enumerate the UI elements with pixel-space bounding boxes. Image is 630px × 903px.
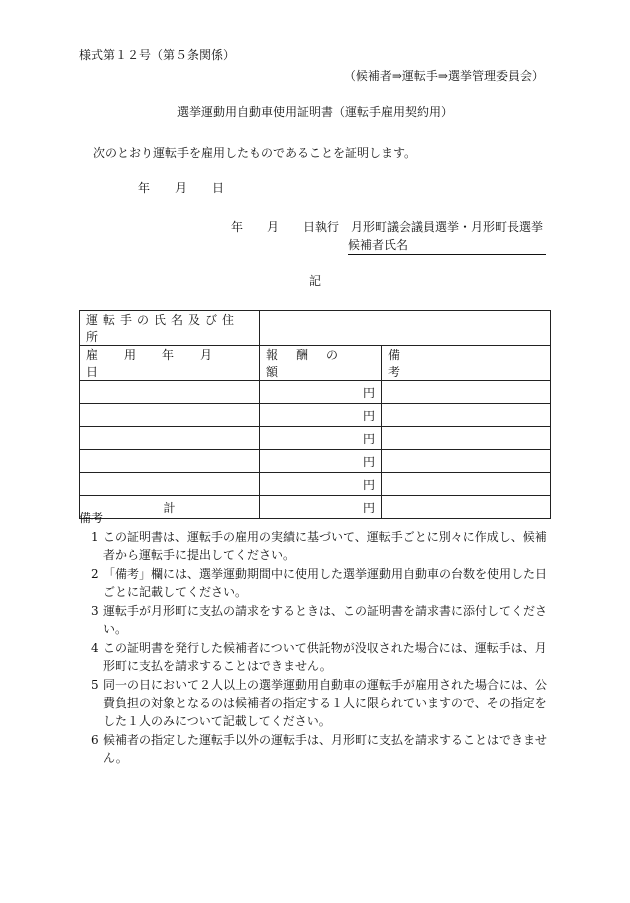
- date-day: 日: [212, 181, 225, 195]
- notes-heading: 備考: [79, 511, 104, 525]
- pay-cell[interactable]: 円: [260, 381, 382, 404]
- header-period: 雇用年月日: [80, 346, 260, 381]
- table-row: [80, 473, 551, 496]
- driver-label: 運転手の氏名及び住所: [80, 311, 260, 346]
- note-number: 4: [91, 641, 99, 655]
- pay-cell[interactable]: 円: [260, 427, 382, 450]
- total-pay-cell[interactable]: 円: [260, 496, 382, 519]
- form-number: 様式第１２号（第５条関係）: [79, 48, 236, 62]
- note-item: [79, 731, 551, 767]
- header-pay: 報酬の額: [260, 346, 382, 381]
- pay-cell[interactable]: 円: [260, 450, 382, 473]
- period-cell[interactable]: [80, 404, 260, 427]
- driver-input[interactable]: [260, 311, 551, 346]
- candidate-name-line: 候補者氏名: [348, 239, 546, 255]
- pay-cell[interactable]: 円: [260, 473, 382, 496]
- period-cell[interactable]: [80, 473, 260, 496]
- ki-heading: 記: [308, 274, 321, 288]
- header-remarks: 備考: [382, 346, 551, 381]
- date-year: 年: [138, 181, 151, 195]
- header-row: [80, 346, 551, 381]
- driver-pay-table: [79, 310, 551, 519]
- period-cell[interactable]: [80, 450, 260, 473]
- note-number: 5: [91, 678, 99, 692]
- note-text: 運転手が月形町に支払の請求をするときは、この証明書を請求書に添付してください。: [103, 604, 548, 636]
- table-row: [80, 381, 551, 404]
- intro-text: 次のとおり運転手を雇用したものであることを証明します。: [93, 146, 417, 160]
- note-item: [79, 639, 551, 675]
- period-cell[interactable]: [80, 381, 260, 404]
- note-number: 3: [91, 604, 99, 618]
- note-text: 候補者の指定した運転手以外の運転手は、月形町に支払を請求することはできません。: [103, 733, 548, 765]
- note-number: 6: [91, 733, 99, 747]
- table-row: [80, 427, 551, 450]
- pay-cell[interactable]: 円: [260, 404, 382, 427]
- date-line: [138, 182, 224, 194]
- period-cell[interactable]: [80, 427, 260, 450]
- note-text: この証明書を発行した候補者について供託物が没収された場合には、運転手は、月形町に支払を請求することはできません。: [103, 641, 547, 673]
- note-text: この証明書は、運転手の雇用の実績に基づいて、運転手ごとに別々に作成し、候補者から運転手に提出してください。: [103, 530, 547, 562]
- table-row: [80, 404, 551, 427]
- total-label: 計: [80, 496, 260, 519]
- remarks-cell[interactable]: [382, 404, 551, 427]
- routing-note: （候補者⇒運転手⇒選挙管理委員会）: [343, 69, 544, 83]
- note-item: [79, 528, 551, 564]
- note-text: 同一の日において２人以上の選挙運動用自動車の運転手が雇用された場合には、公費負担の対象となるのは候補者の指定する１人に限られていますので、その指定をした１人のみについて記載してください。: [103, 678, 548, 728]
- remarks-cell[interactable]: [382, 473, 551, 496]
- note-text: 「備考」欄には、選挙運動期間中に使用した選挙運動用自動車の台数を使用した日ごとに記載してください。: [103, 567, 548, 599]
- note-item: [79, 565, 551, 601]
- notes-list: [79, 528, 551, 768]
- remarks-cell[interactable]: [382, 381, 551, 404]
- note-number: 2: [91, 567, 99, 581]
- table-row: [80, 450, 551, 473]
- driver-row: [80, 311, 551, 346]
- note-number: 1: [91, 530, 99, 544]
- document-title: 選挙運動用自動車使用証明書（運転手雇用契約用）: [176, 105, 453, 119]
- remarks-cell[interactable]: [382, 427, 551, 450]
- note-item: [79, 602, 551, 638]
- remarks-cell[interactable]: [382, 450, 551, 473]
- total-remarks-cell[interactable]: [382, 496, 551, 519]
- election-issuer-line: 年 月 日執行 月形町議会議員選挙・月形町長選挙: [231, 220, 544, 234]
- note-item: [79, 676, 551, 730]
- total-row: [80, 496, 551, 519]
- date-month: 月: [175, 181, 188, 195]
